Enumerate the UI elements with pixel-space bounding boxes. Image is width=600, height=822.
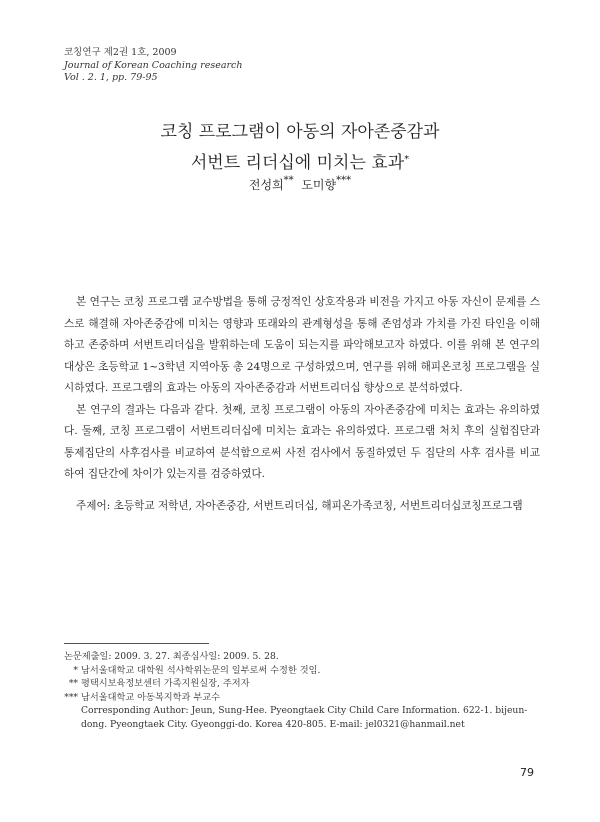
corresponding-author-text: Corresponding Author: Jeun, Sung-Hee. Pyeongtaek City Child Care Information. 622-1. bijeun-dong. Pyeongtaek City. Gyeonggi-do. Korea 420-805. E-mail: jel0321@hanmail.net	[81, 705, 528, 730]
footnote-item	[64, 691, 544, 705]
author-footnote-mark: **	[283, 175, 294, 186]
footnote-item	[64, 664, 544, 678]
keywords: 주제어: 초등학교 저학년, 자아존중감, 서번트리더십, 해피온가족코칭, 서번트리더십코칭프로그램	[76, 500, 523, 512]
author-list	[0, 175, 600, 193]
footnote-text: 평택시보육정보센터 가족지원실장, 주저자	[81, 678, 250, 689]
footnote-text: 남서울대학교 아동복지학과 부교수	[81, 691, 220, 703]
paper-title	[0, 118, 600, 177]
footnotes	[64, 650, 544, 731]
abstract	[64, 292, 540, 486]
footnote-divider	[64, 643, 209, 644]
journal-name-english: Journal of Korean Coaching research	[64, 59, 243, 71]
footnote-mark: *	[73, 664, 78, 676]
journal-volume-pages: Vol . 2. 1, pp. 79-95	[64, 72, 158, 83]
journal-header	[64, 47, 242, 85]
abstract-paragraph: 본 연구의 결과는 다음과 같다. 첫째, 코칭 프로그램이 아동의 자아존중감에 미치는 효과는 유의하였다. 둘째, 코칭 프로그램이 서번트리더십에 미치는 효과는 유의하였다. 프로그램 처치 후의 실험집단과 통제집단의 사후검사를 비교하여 분석함으로써 사전 검사에서 동질하였던 두 집단의 사후 검사를 비교하여 집단간에 차이가 있는지를 검증하였다.	[64, 403, 540, 480]
page-number: 79	[520, 766, 534, 779]
title-line-2	[0, 146, 600, 177]
footnote-item	[64, 677, 544, 691]
submission-dates: 논문제출일: 2009. 3. 27. 최종심사일: 2009. 5. 28.	[64, 651, 279, 662]
title-line-1: 코칭 프로그램이 아동의 자아존중감과	[160, 122, 440, 142]
title-footnote-mark: *	[404, 154, 410, 165]
journal-issue: 코칭연구 제2권 1호, 2009	[64, 47, 177, 58]
title-line-2-text: 서번트 리더십에 미치는 효과	[190, 153, 405, 173]
corresponding-author	[64, 704, 544, 731]
author-name: 전성희	[248, 178, 284, 192]
author-name: 도미향	[301, 178, 337, 192]
footnote-text: 남서울대학교 대학원 석사학위논문의 일부로써 수정한 것임.	[81, 664, 321, 676]
abstract-paragraph: 본 연구는 코칭 프로그램 교수방법을 통해 긍정적인 상호작용과 비전을 가지고 아동 자신이 문제를 스스로 해결해 자아존중감에 미치는 영향과 또래와의 관계형성을 통해 존엄성과 가치를 가진 타인을 이해하고 존중하며 서번트리더십을 발휘하는데 도움이 되는지를 파악해보고자 하였다. 이를 위해 본 연구의 대상은 초등학교 1~3학년 지역아동 총 24명으로 구성하였으며, 연구를 위해 해피온코칭 프로그램을 실시하였다. 프로그램의 효과는 아동의 자아존중감과 서번트리더십 향상으로 분석하였다.	[64, 296, 540, 394]
footnote-mark: **	[68, 678, 78, 689]
footnote-mark: ***	[64, 691, 78, 703]
author-footnote-mark: ***	[336, 175, 352, 186]
